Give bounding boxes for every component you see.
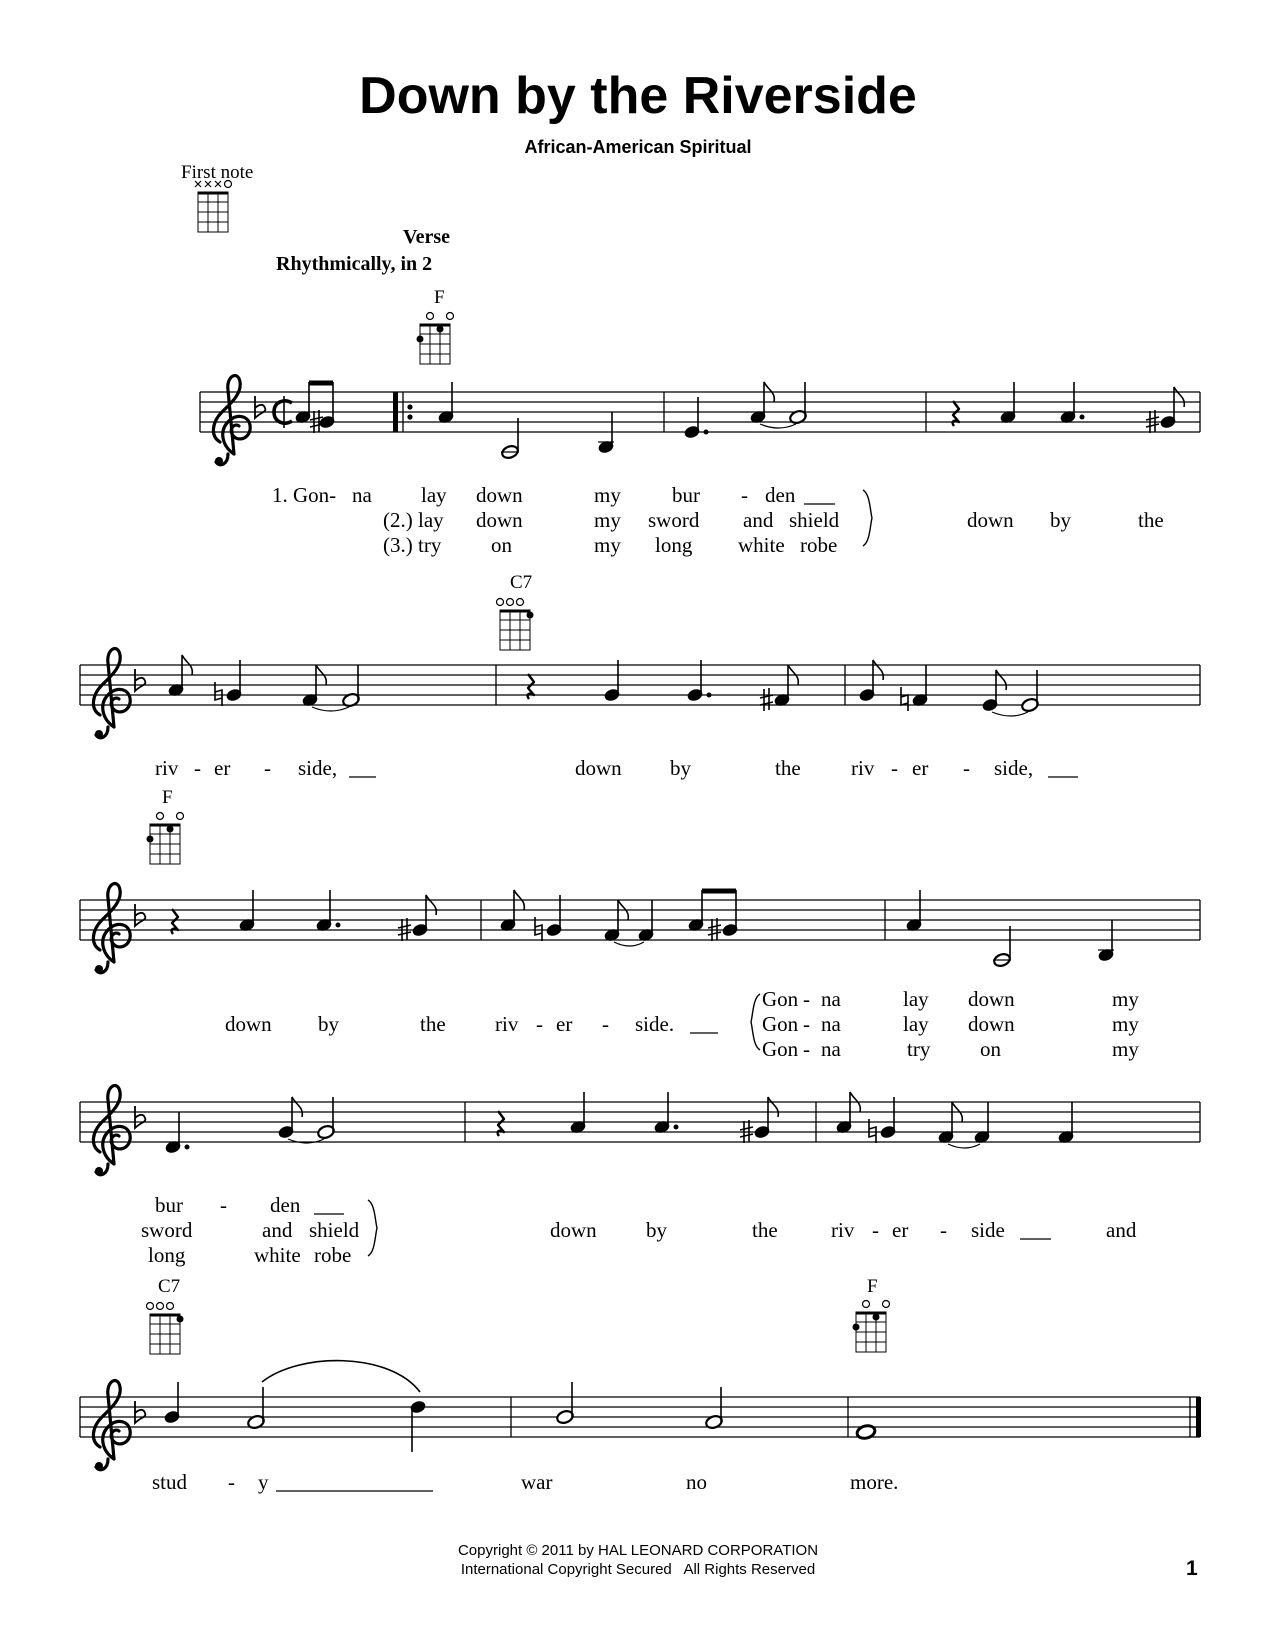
lyric-syllable: the (420, 1012, 446, 1036)
lyric-syllable: - (536, 1012, 543, 1036)
lyric-syllable: riv (155, 756, 179, 780)
lyric-syllable: den (765, 483, 796, 507)
lyric-syllable: down (968, 1012, 1015, 1036)
lyric-syllable: side (971, 1218, 1005, 1242)
lyric-syllable: the (752, 1218, 778, 1242)
first-note-diagram (195, 181, 232, 233)
chord-diagram-c7 (497, 599, 534, 651)
lyric-syllable: try (907, 1037, 931, 1061)
lyric-syllable: - (803, 1012, 810, 1036)
lyric-syllable: long (655, 533, 693, 557)
lyric-syllable: the (1138, 508, 1164, 532)
melisma-lines (276, 504, 1078, 1491)
lyric-syllable: bur (672, 483, 700, 507)
barlines (80, 392, 1200, 1437)
lyric-syllable: down (575, 756, 622, 780)
section-label: Verse (403, 226, 451, 248)
lyric-syllable: bur (155, 1193, 183, 1217)
lyric-syllable: - (220, 1193, 227, 1217)
lyric-syllable: na (821, 1012, 841, 1036)
lyric-syllable: on (980, 1037, 1001, 1061)
lyric-syllable: by (670, 756, 691, 780)
chord-name: F (434, 287, 445, 308)
lyric-syllable: shield (309, 1218, 360, 1242)
lyric-syllable: stud (152, 1470, 188, 1494)
lyric-syllable: down (967, 508, 1014, 532)
lyric-syllable: my (594, 508, 621, 532)
lyric-syllable: down (968, 987, 1015, 1011)
lyric-syllable: Gon (762, 1037, 799, 1061)
lyric-syllable: lay (421, 483, 447, 507)
lyric-syllable: white (738, 533, 785, 557)
lyric-syllable: 1. Gon- (272, 483, 337, 507)
lyric-syllable: na (821, 987, 841, 1011)
lyric-syllable: shield (789, 508, 840, 532)
lyric-syllable: side, (298, 756, 338, 780)
lyric-syllable: down (225, 1012, 272, 1036)
lyric-syllable: by (646, 1218, 667, 1242)
lyric-syllable: the (775, 756, 801, 780)
lyric-syllable: long (148, 1243, 186, 1267)
lyric-syllable: by (1050, 508, 1071, 532)
lyric-syllable: and (1106, 1218, 1137, 1242)
lyric-syllable: - (194, 756, 201, 780)
lyric-syllable: more. (850, 1470, 899, 1494)
lyric-syllable: side. (635, 1012, 675, 1036)
chord-diagram-f (853, 1301, 890, 1353)
lyric-syllable: side, (994, 756, 1034, 780)
lyric-syllable: - (602, 1012, 609, 1036)
copyright-line: Copyright © 2011 by HAL LEONARD CORPORATION (457, 1542, 819, 1559)
final-barline (1196, 1397, 1201, 1437)
chord-name: F (162, 787, 173, 808)
lyric-syllable: Gon (762, 987, 799, 1011)
lyric-syllable: and (743, 508, 774, 532)
lyric-syllable: - (264, 756, 271, 780)
lyric-syllable: er (892, 1218, 909, 1242)
lyric-syllable: my (1112, 1037, 1139, 1061)
lyric-syllable: er (556, 1012, 573, 1036)
composer-credit: African-American Spiritual (524, 137, 752, 157)
lyric-syllable: my (1112, 1012, 1139, 1036)
lyric-syllable: riv (831, 1218, 855, 1242)
lyric-syllable: y (258, 1470, 269, 1494)
lyric-syllable: and (262, 1218, 293, 1242)
lyric-braces (368, 490, 875, 1256)
lyric-syllable: sword (648, 508, 700, 532)
tempo-marking: Rhythmically, in 2 (276, 253, 433, 275)
lyric-syllable: er (214, 756, 231, 780)
lyric-syllable: on (491, 533, 512, 557)
lyric-syllable: my (594, 483, 621, 507)
lyric-syllable: - (940, 1218, 947, 1242)
lyric-syllable: - (228, 1470, 235, 1494)
lyric-syllable: na (821, 1037, 841, 1061)
lyric-syllable: - (872, 1218, 879, 1242)
lyric-syllable: (3.) try (383, 533, 442, 557)
staff-lines (80, 392, 1200, 1437)
notes (164, 382, 1185, 1452)
lyric-syllable: down (476, 483, 523, 507)
lyric-syllable: - (891, 756, 898, 780)
chord-diagram-f (147, 813, 184, 865)
lyric-syllable: er (912, 756, 929, 780)
lyric-syllable: lay (903, 1012, 929, 1036)
lyric-syllable: - (963, 756, 970, 780)
lyric-syllable: riv (851, 756, 875, 780)
lyric-syllable: down (550, 1218, 597, 1242)
lyric-syllable: lay (903, 987, 929, 1011)
first-note-label: First note (181, 162, 254, 183)
lyric-syllable: no (686, 1470, 707, 1494)
copyright-line: International Copyright Secured All Rights Reserved (460, 1561, 816, 1578)
lyric-syllable: down (476, 508, 523, 532)
lyric-syllable: sword (141, 1218, 193, 1242)
lyric-syllable: na (352, 483, 372, 507)
lyric-syllable: white (254, 1243, 301, 1267)
lyric-syllable: robe (800, 533, 838, 557)
lyric-syllable: by (318, 1012, 339, 1036)
lyric-syllable: riv (495, 1012, 519, 1036)
chord-name: C7 (510, 572, 533, 593)
lyric-syllable: - (803, 987, 810, 1011)
chord-name: F (867, 1276, 878, 1297)
lyric-syllable: war (521, 1470, 553, 1494)
lyric-syllable: (2.) lay (383, 508, 444, 532)
lyric-syllable: - (741, 483, 748, 507)
chord-diagram-f (417, 313, 454, 365)
lyric-syllable: my (1112, 987, 1139, 1011)
lyric-syllable: Gon (762, 1012, 799, 1036)
chord-diagram-c7 (147, 1303, 184, 1355)
lyric-syllable: den (270, 1193, 301, 1217)
page-number: 1 (1186, 1557, 1198, 1580)
lyric-syllable: my (594, 533, 621, 557)
chord-name: C7 (158, 1276, 181, 1297)
lyric-syllable: - (803, 1037, 810, 1061)
lyric-syllable: robe (314, 1243, 352, 1267)
song-title: Down by the Riverside (359, 67, 917, 125)
